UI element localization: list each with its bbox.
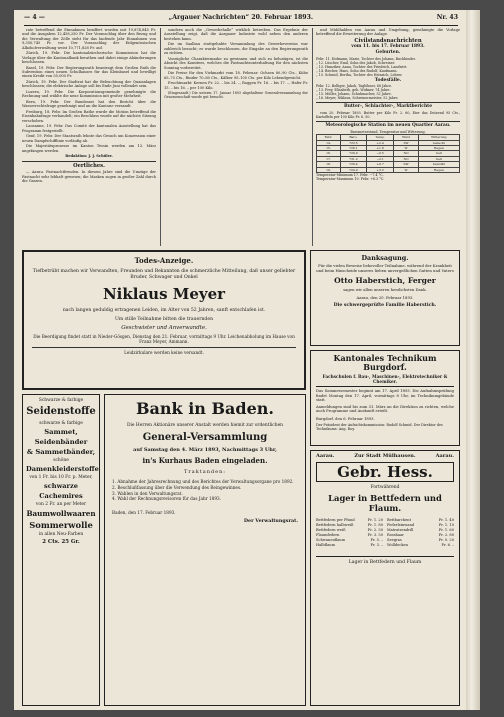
death-entry: „ 13. Frey, Elisabeth, geb. Widmer, 74 Jahre. xyxy=(316,88,391,93)
death-notice-family: Geschwister und Anverwandte. xyxy=(121,324,207,331)
table-row xyxy=(317,167,460,172)
bank-agenda-item: 2. Beschlußfassung über die Verwendung des Reingewinnes. xyxy=(112,485,242,490)
news-column-1 xyxy=(22,28,156,246)
table-cell: hell xyxy=(418,151,459,156)
news-paragraph: Zürich, 19. Febr. Der Stadtrat hat die Beleuchtung der Quaianlagen beschlossen; die elektrische Anlage soll bis Ende Juni vollendet sein. xyxy=(22,80,156,89)
thanks-place-date: Aarau, den 20. Februar 1893. xyxy=(356,294,414,300)
birth-entry: „ 15. Schmid, Bertha, Tochter des Heinrich, Lehrer. xyxy=(316,73,403,78)
temperature-minimum: Temperatur-Minimum 17. Febr. −7.4 °C. xyxy=(316,173,384,178)
table-header-cell: Wind xyxy=(394,135,418,140)
seide-line: Sammet, Seidenbänder xyxy=(34,428,88,446)
price-item: Bettfedern halbweiß xyxy=(316,523,354,527)
table-cell: 726.1 xyxy=(340,146,366,151)
news-paragraph: Bern, 19. Febr. Der Bundesrat hat den Bericht über die Wasserrechtsfrage genehmigt und an die Kantone versandt. xyxy=(22,100,156,109)
divider xyxy=(22,161,156,162)
table-cell: hell xyxy=(418,156,459,161)
bank-date: auf Samstag den 4. März 1893, Nachmittags 3 Uhr, xyxy=(133,447,277,454)
death-notice-body: nach langen geduldig ertragenen Leiden, im Alter von 52 Jahren, sanft entschlafen ist. xyxy=(62,308,266,314)
news-paragraph: und Mühlhalden von Aarau und Umgebung, genehmigte die Vorlage betreffend die Erweiterung der Anlage. xyxy=(316,28,460,37)
table-cell: bewölkt xyxy=(418,162,459,167)
table-cell: SW xyxy=(394,140,418,145)
newspaper-page xyxy=(14,10,466,710)
table-cell: −2.1 xyxy=(366,156,394,161)
header-title: „Argauer Nachrichten“ 20. Februar 1893. xyxy=(168,14,314,21)
death-entry: Febr. 12. Bolliger, Jakob, Taglöhner, 68 Jahre. xyxy=(316,84,392,89)
thanks-body: Für die vielen Beweise liebevoller Teilnahme, während der Krankheit und beim Hinscheide unseres lieben unvergeßlichen Gatten und Vaters xyxy=(316,263,454,273)
seide-line: schwarze & farbige xyxy=(39,421,83,426)
table-cell: NO xyxy=(394,156,418,161)
news-paragraph: Freiburg, 18. Febr. Im Großen Rathe wurde die Motion betreffend die Eisenbahnfrage verhandelt; ein Beschluss wurde auf die nächste Sitzung verschoben. xyxy=(22,110,156,123)
civil-status-title: Civilstandsnachrichten xyxy=(354,37,422,44)
hess-topline xyxy=(316,454,454,459)
price-value: Fr. 3. – xyxy=(370,543,383,547)
bank-location: in's Kurhaus Baden eingeladen. xyxy=(142,456,268,466)
bank-place-date: Baden, den 17. Februar 1893. xyxy=(112,509,176,515)
bank-intro: Die Herren Aktionäre unserer Anstalt werden hiemit zur ordentlichen xyxy=(127,423,283,428)
news-paragraph: Die im Saalbau stattgehabte Versammlung des Gewerbevereins war zahlreich besucht; es wurde beschlossen, die Eingabe an den Regierungsrath zu richten. xyxy=(164,42,308,56)
price-row xyxy=(387,543,454,548)
table-cell: +1.8 xyxy=(366,146,394,151)
section-title-oertliches: Oertliches. xyxy=(73,162,105,169)
price-value: Fr. 1. 10 xyxy=(438,523,454,527)
news-column-3 xyxy=(316,28,460,246)
seide-heading: Schwarze & farbige xyxy=(38,398,84,403)
price-value: Fr. 1. 80 xyxy=(367,523,383,527)
book-edge xyxy=(466,10,480,710)
price-value: Fr. 5. – xyxy=(370,538,383,542)
bank-agenda-title: Traktanden: xyxy=(183,469,226,476)
seidenstoffe-ad xyxy=(22,394,100,706)
hess-price-list-1 xyxy=(316,518,383,548)
death-notice-funeral: Die Beerdigung findet statt in Nieder-Gösgen, Dienstag den 21. Februar, vormittags 9 Uhr. Leichenabholung im Hause von Franz Meyer, Ammann. xyxy=(33,333,295,344)
header-left: — 4 — xyxy=(24,14,45,21)
table-cell: NO xyxy=(394,151,418,156)
hess-top-left: Aarau. xyxy=(316,453,335,459)
news-paragraph: Luzern, 19. Febr. Die Korporationsgemeinde genehmigte die Rechnung und wählte die neue Kommission mit großer Mehrheit. xyxy=(22,90,156,99)
price-item: Seegras xyxy=(387,538,402,542)
price-value: Fr. 2. 80 xyxy=(438,533,454,537)
hess-subtitle: Fortwährend xyxy=(370,485,400,490)
technikum-title: Kantonales Technikum Burgdorf. xyxy=(333,353,437,372)
news-paragraph: Die Majestätsprozesse im Kanton Tessin werden am 13. März angefangen werden. xyxy=(22,144,156,153)
death-notice-title: Todes-Anzeige. xyxy=(134,256,194,265)
price-item: Schwanenflaum xyxy=(316,538,346,542)
table-cell: Regen xyxy=(418,146,459,151)
weather-table xyxy=(316,134,460,173)
table-header-cell: Temp. xyxy=(366,135,394,140)
table-cell: SW xyxy=(394,162,418,167)
table-cell: +0.7 xyxy=(366,162,394,167)
birth-entry: „ 12. Lüscher, Emil, Sohn des Jakob, Schreiner. xyxy=(316,61,395,66)
table-header-cell: Febr. xyxy=(317,135,341,140)
table-cell: W xyxy=(394,167,418,172)
price-item: Federleinwand xyxy=(387,523,415,527)
death-notice-footer: Leidzirkulare werden keine versandt. xyxy=(32,347,296,355)
death-entry: „ 16. Meyer, Niklaus, Schreinermeister, 52 Jahre. xyxy=(316,96,399,101)
news-column-2 xyxy=(164,28,308,246)
news-paragraph: Genf, 19. Febr. Der Staatsrath lehnte das Gesuch um Konzession einer neuen Dampfschifflinie vorläufig ab. xyxy=(22,134,156,143)
price-row xyxy=(316,543,383,548)
birth-entry: „ 13. Hunziker, Anna, Tochter des Friedrich, Landwirt. xyxy=(316,65,408,70)
bank-signature: Der Verwaltungsrat. xyxy=(243,517,298,524)
table-cell: 728.4 xyxy=(340,162,366,167)
hess-price-list-2 xyxy=(387,518,454,548)
price-value: Fr. 1. 20 xyxy=(367,518,383,522)
table-header-cell: Baro. xyxy=(340,135,366,140)
technikum-signature: Der Präsident der Aufsichtskommission: Rudolf Schmid. Der Direktor des Technikums: Aug. Roy. xyxy=(316,422,443,431)
price-item: Rosshaar xyxy=(387,533,404,537)
divider xyxy=(316,102,460,103)
thanks-deceased-name: Otto Haberstich, Ferger xyxy=(334,276,436,286)
bank-baden-ad xyxy=(104,394,306,706)
column-divider xyxy=(312,28,313,246)
thanks-notice-ad xyxy=(310,250,460,346)
temperature-maximum: Temperatur-Maximum 19. Febr. +6.3 °C. xyxy=(316,177,385,182)
births-title: Geburten. xyxy=(375,50,401,56)
seide-line: von 1 Fr. bis 10 Fr. p. Meter, xyxy=(29,475,93,480)
thanks-signature: Die schwergeprüfte Familie Haberstich. xyxy=(333,302,437,308)
table-cell: 17. xyxy=(317,156,341,161)
price-value: Fr. 1. 60 xyxy=(438,528,454,532)
bank-title: Bank in Baden. xyxy=(136,399,274,418)
table-cell: 724.9 xyxy=(340,167,366,172)
birth-entry: „ 14. Bircher, Hans, Sohn des Rudolf, Kaufmann. xyxy=(316,69,398,74)
news-paragraph: — Aarau. Fastnachtfreuden. In diesem Jahre sind die Umzüge der Fastnacht sehr lebhaft gewesen; die Masken zogen in großer Zahl durch die Gassen. xyxy=(22,170,156,184)
hess-title: Gebr. Hess. xyxy=(316,462,454,482)
table-cell: 731.2 xyxy=(340,156,366,161)
seide-line: Sommerwolle xyxy=(29,520,93,530)
header-right: Nr. 43 xyxy=(436,14,458,21)
table-cell: Regen xyxy=(418,167,459,172)
price-value: Fr. 3. 50 xyxy=(367,533,383,537)
technikum-body: Das Sommersemester beginnt am 17. April 1893. Die Aufnahmsprüfung findet Montag den 17. April, vormittags 8 Uhr, im Technikumgebäude statt. xyxy=(316,389,454,402)
seide-line: schwarze Cachemires xyxy=(39,482,83,500)
gebr-hess-ad xyxy=(310,450,460,706)
hess-lager: Lager in Bettfedern und Flaum. xyxy=(328,493,442,513)
table-cell: +2.4 xyxy=(366,140,394,145)
price-item: Bettbarchent xyxy=(387,518,412,522)
news-paragraph: sondern auch die „Gewerbehalle“ wirklich betreiben. Das Ergebnis der Ausstellung zeigt, daß die Aargauer Industrie wohl neben den anderen bestehen kann. xyxy=(164,28,308,41)
birth-entry: Febr. 11. Hofmann, Marie, Tochter des Johann, Buchbinder. xyxy=(316,57,416,62)
seide-big-title: Seidenstoffe xyxy=(26,406,96,417)
news-paragraph: Zürich, 19. Febr. Die kantonalzürcherische Kommission hat die Vorlage über die Kantonalbank berathen und dabei einige Abänderungen beschlossen. xyxy=(22,51,156,65)
bank-agenda-item: 4. Wahl der Rechnungsrevisoren für das Jahr 1893. xyxy=(112,496,222,502)
weather-title: Meteorologische Station im neuen Quartier Aarau. xyxy=(325,123,451,129)
table-cell: 15. xyxy=(317,146,341,151)
thanks-title: Danksagung. xyxy=(361,254,409,262)
price-item: Wolldecken xyxy=(387,543,408,547)
technikum-body-2: Anmeldungen sind bis zum 31. März an die Direktion zu richten, welche auch Programme und Auskunft erteilt. xyxy=(316,404,454,413)
table-cell: 729.0 xyxy=(340,151,366,156)
price-value: Fr. 1. 40 xyxy=(438,518,454,522)
seide-line: in allen Neu-Farben xyxy=(38,532,84,537)
death-notice-request: Um stille Teilnahme bitten die trauernden xyxy=(114,316,214,322)
price-item: Bettfedern per Pfund xyxy=(316,518,355,522)
price-value: Fr. 6. – xyxy=(441,543,454,547)
bank-agenda-item: 3. Wahlen in den Verwaltungsrat. xyxy=(112,490,183,496)
editor-signature: Redaktion: J. J. Schüler. xyxy=(65,154,113,159)
technikum-place-date: Burgdorf, den 6. Februar 1893. xyxy=(316,416,375,421)
seide-line: Baumwollwaaren xyxy=(26,509,96,518)
thanks-body-2: sagen wir allen unseren herzlichsten Dank. xyxy=(343,287,427,293)
table-cell: bedeckt xyxy=(418,140,459,145)
news-paragraph: Die Preise für den Viehmarkt vom 18. Februar: Ochsen 80–90 Cts., Kühe 65–75 Cts., Rinder 70–80 Cts., Kälber 95–105 Cts. per Kilo Lebendgewicht. xyxy=(164,71,308,80)
deaths-title: Todesfälle. xyxy=(374,77,402,83)
seide-line: schöne xyxy=(53,458,69,463)
market-text: vom 20. Februar 1893. Butter per Kilo Fr. 2. 60, Eier das Dutzend 95 Cts., Kartoffeln per 100 Kilo Fr. 6. 50. xyxy=(316,111,460,120)
bank-general-assembly: General-Versammlung xyxy=(142,432,268,444)
table-cell: 16. xyxy=(317,151,341,156)
hess-top-mid: Zur Stadt Mülhausen. xyxy=(354,453,416,459)
technikum-subtitle: Fachschulen f. Bau-, Maschinen-, Elektrotechniker & Chemiker. xyxy=(316,374,454,387)
seide-line: & Sammetbänder, xyxy=(26,448,96,456)
price-value: Fr. 2. 50 xyxy=(367,528,383,532)
news-paragraph: Basel, 19. Febr. Der Regierungsrath beantragt dem Großen Rath die Subvention eines neuen Schulhauses für das Kleinbasel und bewilligt einen Kredit von 55,000 Fr. xyxy=(22,65,156,79)
death-entry: „ 15. Müller, Johann, Schuhmacher, 52 Jahre. xyxy=(316,92,392,97)
hess-price-lists xyxy=(316,518,454,548)
table-cell: +3.2 xyxy=(366,167,394,172)
hess-top-right: Aarau. xyxy=(435,453,454,459)
table-cell: −0.5 xyxy=(366,151,394,156)
table-cell: 14. xyxy=(317,140,341,145)
deceased-name: Niklaus Meyer xyxy=(102,285,226,304)
weather-subtitle: Barometerstand, Temperatur und Witterung. xyxy=(350,130,426,135)
death-notice-ad xyxy=(22,250,306,390)
table-cell: W xyxy=(394,146,418,151)
page-header xyxy=(24,14,458,26)
news-paragraph: Fruchtmarkt: Kernen Fr. 22. – bis 24. –, Roggen Fr. 16. – bis 17. –, Hafer Fr. 15. – bis 16. – per 100 Kilo. xyxy=(164,81,308,90)
news-paragraph: Lausanne, 19. Febr. Das Comité der kantonalen Ausstellung hat das Programm festgestellt. xyxy=(22,124,156,133)
table-cell: 18. xyxy=(317,162,341,167)
technikum-ad xyxy=(310,350,460,446)
divider xyxy=(316,121,460,122)
news-paragraph: rate betreffend die Einnahmen beziffert worden mit 19,874,845 Fr. und die Ausgaben 12,458,250 Fr. Der Voranschlag über den Bezug und die Verwaltung der Zölle sieht für das laufende Jahr Einnahmen von 9,350,745 Fr. vor. Der Voranschlag der Eidgenössischen Alkoholverwaltung weist 10,771,828 Fr. auf. xyxy=(22,28,156,50)
price-item: Bettfedern weiß xyxy=(316,528,346,532)
price-item: Flaumfedern xyxy=(316,533,340,537)
seide-line: 2 Cts. 25 Gr. xyxy=(42,539,80,545)
bank-agenda-item: 1. Abnahme der Jahresrechnung und des Berichtes der Verwaltungsorgane pro 1892. xyxy=(112,479,294,485)
table-cell: 723.5 xyxy=(340,140,366,145)
civil-status-subtitle: vom 11. bis 17. Februar 1893. xyxy=(351,44,425,50)
seide-line: Damenkleiderstoffe xyxy=(26,465,99,473)
table-cell: 19. xyxy=(317,167,341,172)
price-value: Fr. 0. 20 xyxy=(438,538,454,542)
table-header-cell: Witterung xyxy=(418,135,459,140)
news-paragraph: Vorzügliche Charaktermaske zu gewinnen und sich zu belustigen, ist die Absicht des Komitees, welches die Fastnachtsunterhaltung für den nächsten Sonntag vorbereitet. xyxy=(164,56,308,70)
death-notice-intro: Tiefbetrübt machen wir Verwandten, Freunden und Bekannten die schmerzliche Mitteilung, daß unser geliebter Bruder, Schwager und Onkel xyxy=(32,269,296,280)
price-item: Matratzendrill xyxy=(387,528,414,532)
news-paragraph: (Eingesandt.) Die unterm 17. Januar 1893 abgehaltene Generalversammlung der Genossenschaft wurde gut besucht. xyxy=(164,91,308,100)
column-divider xyxy=(160,28,161,246)
hess-side-text: Lager in Bettfedern und Flaum xyxy=(316,556,454,565)
seide-line: von 2 Fr. an per Meter xyxy=(35,502,87,507)
market-title: Butter-, Schlachter-, Marktberichte xyxy=(344,104,432,110)
price-item: Halbflaum xyxy=(316,543,335,547)
